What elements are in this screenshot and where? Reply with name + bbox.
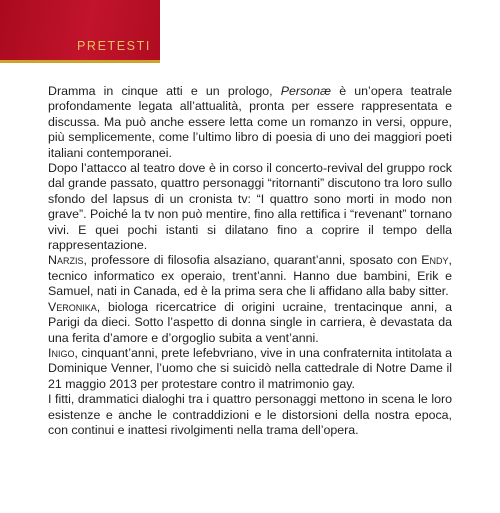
paragraph-narzis-endy <box>48 253 452 299</box>
section-header-rule <box>0 60 160 63</box>
paragraph-intro-start: Dramma in cinque atti e un prologo, <box>48 84 281 98</box>
character-name-narzis: Narzis <box>48 253 84 268</box>
paragraph-plot: Dopo l’attacco al teatro dove è in corso il concerto-revival del gruppo rock dal grande passato, quattro personaggi “ritornanti” discutono tra loro sullo sfondo del lapsus di un cronista tv: “I quattro sono morti in modo non grave”. Poiché la tv non può mentire, fino alla rettifica i “revenant” tornano vivi. E quei pochi istanti si dilatano fino a coprire il tempo della rappresentazione. <box>48 161 452 253</box>
paragraph-veronika <box>48 300 452 346</box>
paragraph-intro <box>48 84 452 161</box>
character-name-inigo: Inigo <box>48 345 75 360</box>
character-name-endy: Endy <box>421 253 449 268</box>
narzis-description: , professore di filosofia alsaziano, quarant’anni, sposato con <box>83 253 422 268</box>
section-label: PRETESTI <box>77 39 151 53</box>
inigo-description: , cinquant’anni, prete lefebvriano, vive in una confraternita intitolata a Dominique Venner, l’uomo che si suicidò nella cattedrale di Notre Dame il 21 maggio 2013 per protestare contro il matrimonio gay. <box>48 345 452 391</box>
paragraph-closing: I fitti, drammatici dialoghi tra i quattro personaggi mettono in scena le loro esistenze e anche le contraddizioni e le distorsioni della nostra epoca, con continui e inattesi rivolgimenti nella trama dell’opera. <box>48 392 452 437</box>
body-text <box>48 84 452 438</box>
book-title: Personæ <box>280 84 332 98</box>
veronika-description: , biologa ricercatrice di origini ucraine, trentacinque anni, a Parigi da dieci. Sotto l’aspetto di donna single in carriera, è devastata da una ferita d’amore e d’orgoglio subita a vent’anni. <box>48 299 452 345</box>
character-name-veronika: Veronika <box>48 299 97 314</box>
paragraph-intro-rest: è un’opera teatrale profondamente legata all’attualità, pronta per essere rappresentata e discussa. Ma può anche essere letta come un romanzo in versi, oppure, più semplicemente, come l’ultimo libro di poesia di uno dei maggiori poeti italiani contemporanei. <box>48 84 452 160</box>
paragraph-inigo <box>48 346 452 392</box>
endy-description: , tecnico informatico ex operaio, trent’anni. Hanno due bambini, Erik e Samuel, nati in Canada, ed è la prima sera che li affidano alla baby sitter. <box>48 253 452 299</box>
